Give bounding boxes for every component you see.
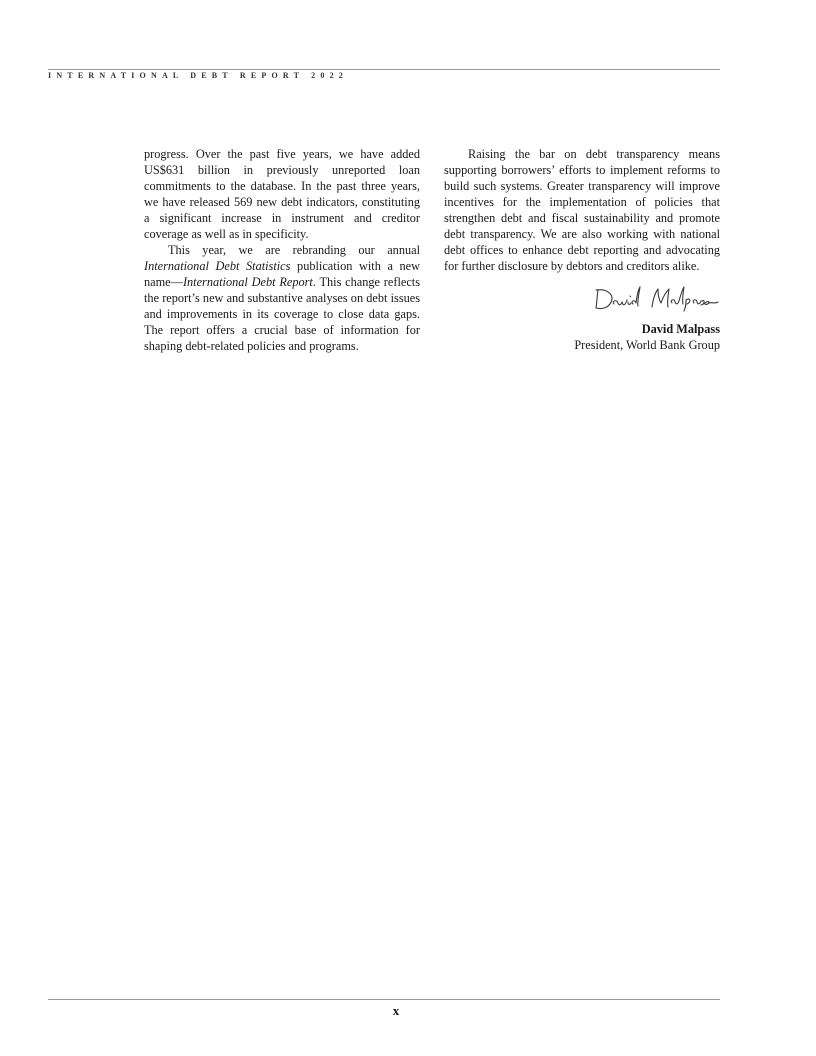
paragraph-rebranding <box>144 242 420 354</box>
new-publication-title: International Debt Report <box>182 275 313 289</box>
paragraph-progress: progress. Over the past five years, we have added US$631 billion in previously unreported loan commitments to the database. In the past three years, we have released 569 new debt indicators, constituting a significant increase in instrument and creditor coverage as well as in specificity. <box>144 147 420 241</box>
footer-rule <box>48 999 720 1000</box>
paragraph-text: . This change reflects the report’s new and substantive analyses on debt issues and improvements in its coverage to close data gaps. The report offers a crucial base of information for shaping debt-related policies and programs. <box>144 275 420 353</box>
signer-name: David Malpass <box>641 322 720 336</box>
header-rule <box>48 69 720 70</box>
paragraph-text: publication with a new name— <box>144 259 421 289</box>
paragraph-text: This year, we are rebranding our annual <box>168 243 420 257</box>
paragraph-transparency: Raising the bar on debt transparency means supporting borrowers’ efforts to implement reforms to build such systems. Greater transparency will improve incentives for the implementation of policies that strengthen debt and fiscal sustainability and promote debt transparency. We are also working with national debt offices to enhance debt reporting and advocating for further disclosure by debtors and creditors alike. <box>444 147 720 273</box>
left-column <box>144 146 420 354</box>
running-header: INTERNATIONAL DEBT REPORT 2022 <box>48 71 348 80</box>
signer-title: President, World Bank Group <box>574 338 720 352</box>
page-number: x <box>392 1003 400 1018</box>
right-column <box>444 146 720 353</box>
old-publication-title: International Debt Statistics <box>144 259 291 273</box>
signature-image <box>592 284 720 312</box>
